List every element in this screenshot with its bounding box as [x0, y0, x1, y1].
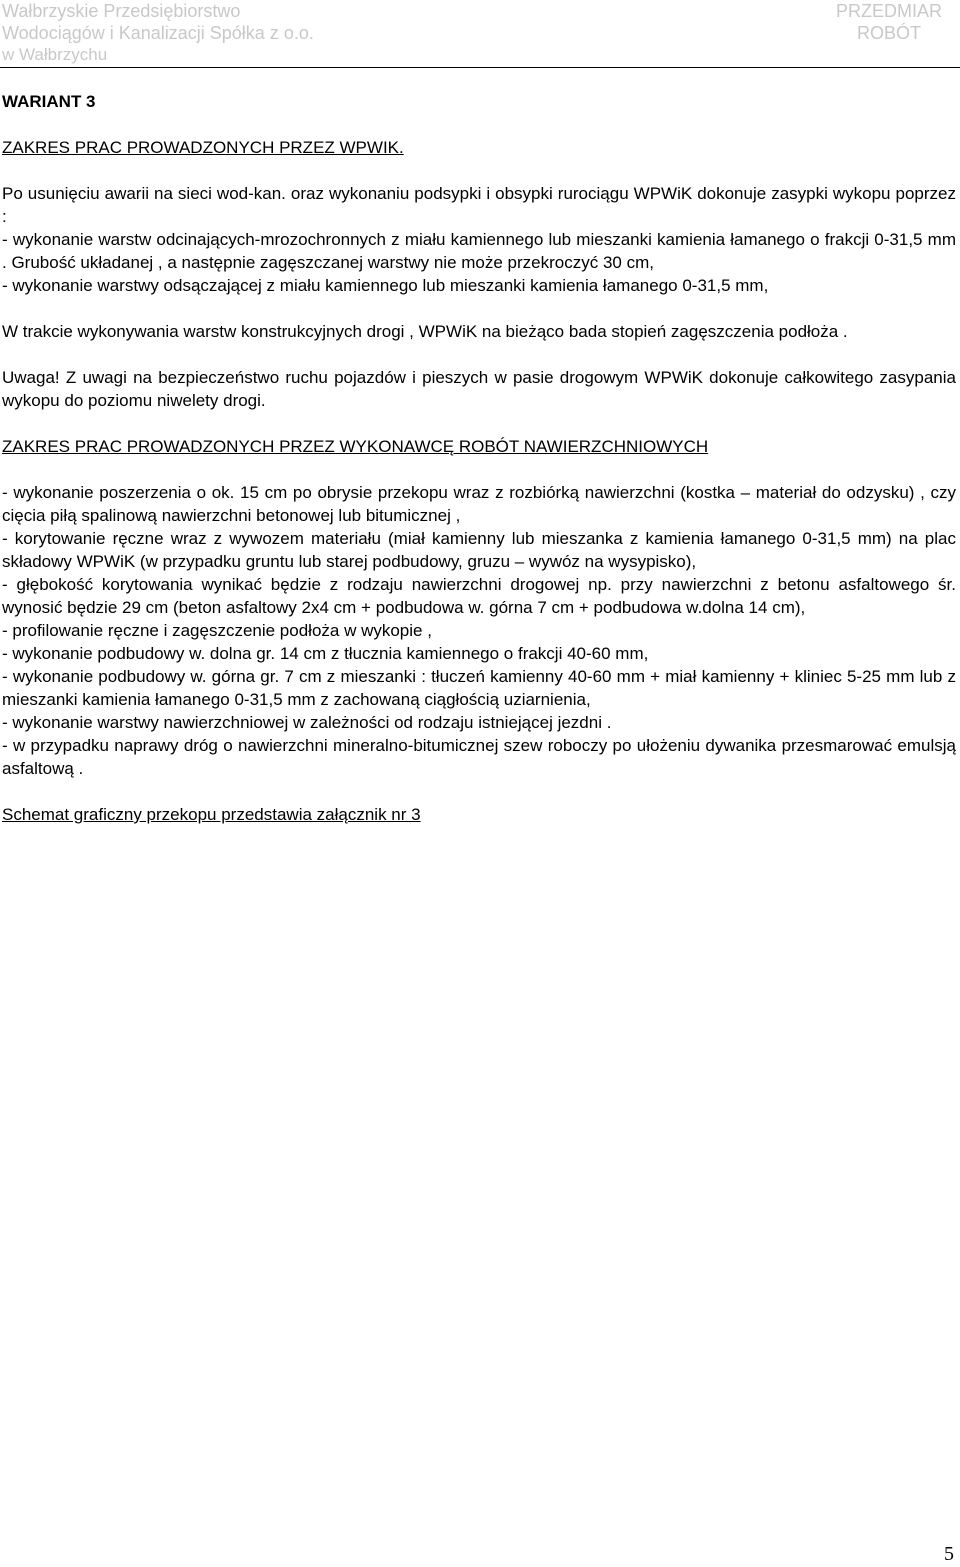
section1-heading: ZAKRES PRAC PROWADZONYCH PRZEZ WPWIK.: [2, 138, 404, 157]
document-title-line1: PRZEDMIAR: [835, 1, 942, 21]
document-body: [2, 90, 956, 826]
section2-item: - wykonanie podbudowy w. górna gr. 7 cm z mieszanki : tłuczeń kamienny 40-60 mm + miał kamienny + kliniec 5-25 mm lub z mieszanki kamienia łamanego 0-31,5 mm z zachowaną ciągłością uziarnienia,: [2, 667, 956, 709]
section2-item: - wykonanie podbudowy w. dolna gr. 14 cm z tłucznia kamiennego o frakcji 40-60 mm,: [2, 644, 649, 663]
section1-item-1: - wykonanie warstw odcinających-mrozochronnych z miału kamiennego lub mieszanki kamienia łamanego o frakcji 0-31,5 mm . Grubość układanej , a następnie zagęszczanej warstwy nie może przekroczyć 30 cm,: [2, 230, 956, 272]
section1-intro: Po usunięciu awarii na sieci wod-kan. oraz wykonaniu podsypki i obsypki rurociągu WPWiK dokonuje zasypki wykopu poprzez :: [2, 184, 956, 226]
page-number: 5: [944, 1543, 954, 1565]
section2-item: - głębokość korytowania wynikać będzie z rodzaju nawierzchni drogowej np. przy nawierzchni z betonu asfaltowego śr. wynosić będzie 29 cm (beton asfaltowy 2x4 cm + podbudowa w. górna 7 cm + podbudowa w.dolna 14 cm),: [2, 575, 956, 617]
section2-item: - profilowanie ręczne i zagęszczenie podłoża w wykopie ,: [2, 621, 432, 640]
section1-note: W trakcie wykonywania warstw konstrukcyjnych drogi , WPWiK na bieżąco bada stopień zagęszczenia podłoża .: [2, 322, 848, 341]
section1-warning: Uwaga! Z uwagi na bezpieczeństwo ruchu pojazdów i pieszych w pasie drogowym WPWiK dokonuje całkowitego zasypania wykopu do poziomu niwelety drogi.: [2, 368, 956, 410]
section2-item: - w przypadku naprawy dróg o nawierzchni mineralno-bitumicznej szew roboczy po ułożeniu dywanika przesmarować emulsją asfaltową .: [2, 736, 956, 778]
document-title: [836, 0, 942, 44]
section1-item-2: - wykonanie warstwy odsączającej z miału kamiennego lub mieszanki kamienia łamanego 0-31,5 mm,: [2, 276, 769, 295]
page-header: [0, 0, 960, 68]
company-name-line2: Wodociągów i Kanalizacji Spółka z o.o.: [2, 23, 314, 43]
document-title-line2: ROBÓT: [856, 23, 921, 43]
company-name-line1: Wałbrzyskie Przedsiębiorstwo: [2, 1, 241, 21]
section2-item: - korytowanie ręczne wraz z wywozem materiału (miał kamienny lub mieszanka z kamienia łamanego 0-31,5 mm) na plac składowy WPWiK (w przypadku gruntu lub starej podbudowy, gruzu – wywóz na wysypisko),: [2, 529, 956, 571]
section2-item: - wykonanie poszerzenia o ok. 15 cm po obrysie przekopu wraz z rozbiórką nawierzchni (kostka – materiał do odzysku) , czy cięcia piłą spalinową nawierzchni betonowej lub bitumicznej ,: [2, 483, 956, 525]
section2-item: - wykonanie warstwy nawierzchniowej w zależności od rodzaju istniejącej jezdni .: [2, 713, 612, 732]
company-name-line3: w Wałbrzychu: [2, 45, 108, 64]
variant-title: WARIANT 3: [2, 92, 96, 111]
attachment-reference: Schemat graficzny przekopu przedstawia załącznik nr 3: [2, 805, 421, 824]
company-name: [2, 0, 314, 66]
section2-heading: ZAKRES PRAC PROWADZONYCH PRZEZ WYKONAWCĘ ROBÓT NAWIERZCHNIOWYCH: [2, 437, 709, 456]
